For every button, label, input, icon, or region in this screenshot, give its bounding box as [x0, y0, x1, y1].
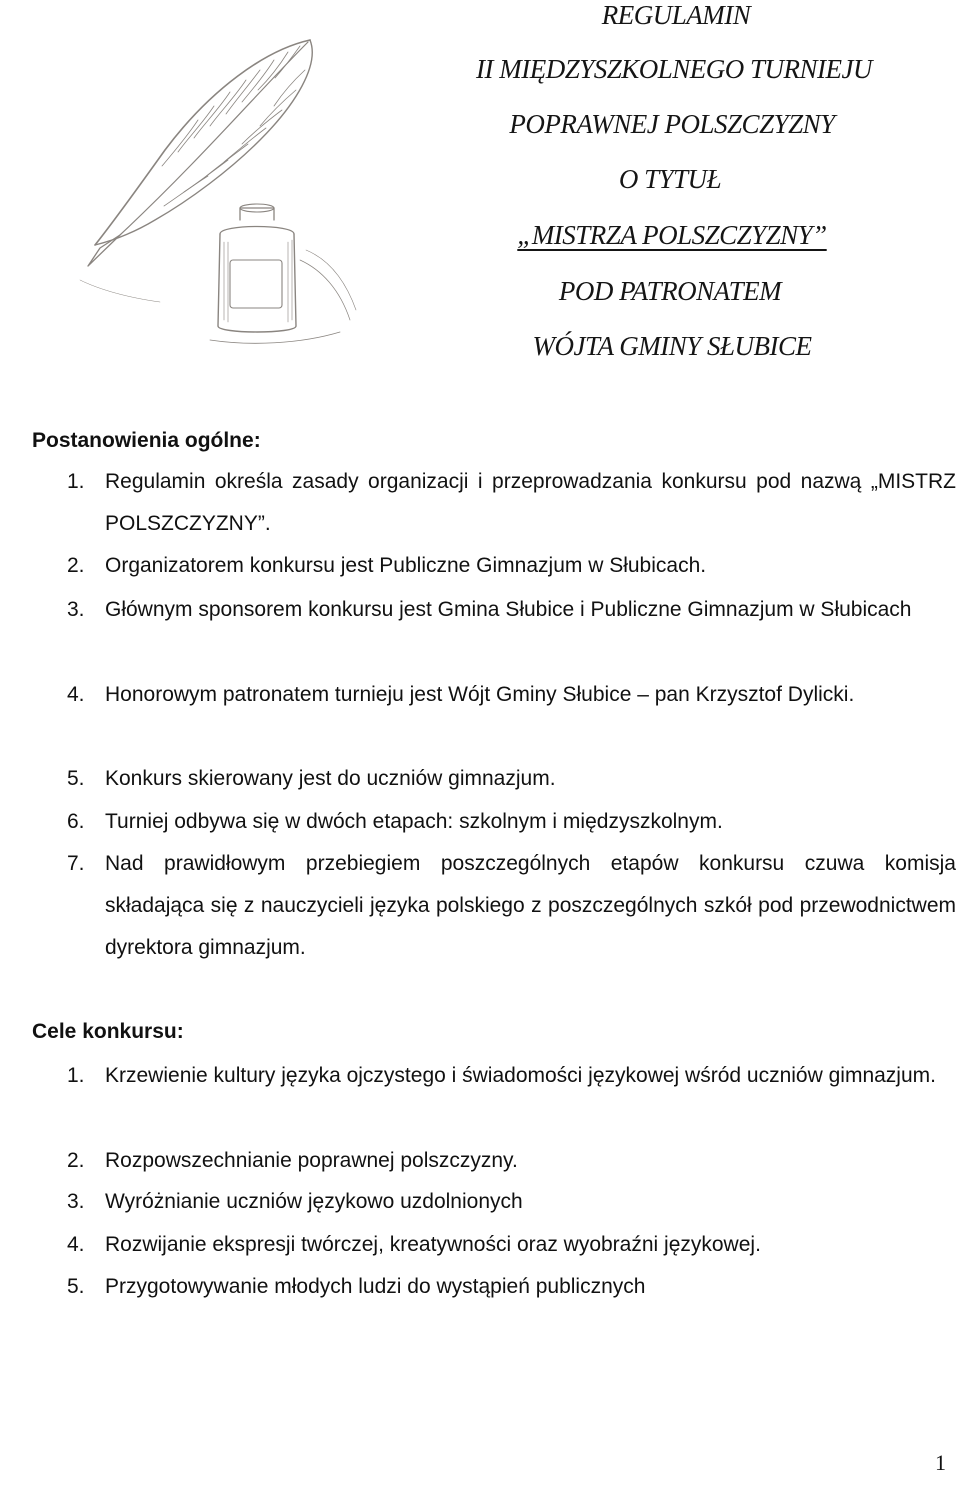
list-item	[67, 843, 956, 969]
list-item	[67, 674, 956, 716]
list-item-number: 5.	[67, 767, 85, 790]
title-line-turniej: II MIĘDZYSZKOLNEGO TURNIEJU	[475, 54, 873, 84]
list-item	[67, 758, 956, 800]
list-item-number: 2.	[67, 554, 85, 577]
page-number: 1	[935, 1450, 946, 1475]
section-heading-goals: Cele konkursu:	[32, 1020, 184, 1043]
list-item-text: Organizatorem konkursu jest Publiczne Gimnazjum w Słubicach.	[105, 554, 707, 577]
title-line-o-tytul: O TYTUŁ	[618, 164, 722, 194]
list-item	[67, 545, 956, 587]
title-line-patronat: POD PATRONATEM	[558, 276, 782, 306]
list-item	[67, 1140, 956, 1182]
list-item-text: Konkurs skierowany jest do uczniów gimnazjum.	[105, 767, 556, 790]
list-item-number: 6.	[67, 810, 85, 833]
list-item-text: Honorowym patronatem turnieju jest Wójt Gminy Słubice – pan Krzysztof Dylicki.	[105, 683, 855, 706]
list-item-text: Krzewienie kultury języka ojczystego i świadomości językowej wśród uczniów gimnazjum.	[105, 1064, 936, 1087]
list-item	[67, 1266, 956, 1308]
list-item-text: Wyróżnianie uczniów językowo uzdolnionych	[105, 1190, 523, 1213]
list-item-text: Przygotowywanie młodych ludzi do wystąpień publicznych	[105, 1275, 646, 1298]
list-item-number: 5.	[67, 1275, 85, 1298]
list-item-number: 2.	[67, 1149, 85, 1172]
list-item	[67, 1181, 956, 1223]
list-item-text: Rozpowszechnianie poprawnej polszczyzny.	[105, 1149, 518, 1172]
list-item-number: 7.	[67, 852, 85, 875]
list-item	[67, 461, 956, 545]
list-item-text: Nad prawidłowym przebiegiem poszczególnych etapów konkursu czuwa komisja składająca się z nauczycieli języka polskiego z poszczególnych szkół pod przewodnictwem dyrektora gimnazjum.	[105, 852, 956, 959]
list-item	[67, 1224, 956, 1266]
list-item-number: 3.	[67, 1190, 85, 1213]
list-item-number: 1.	[67, 1064, 85, 1087]
list-item-text: Rozwijanie ekspresji twórczej, kreatywności oraz wyobraźni językowej.	[105, 1233, 761, 1256]
list-item-number: 3.	[67, 598, 85, 621]
section-heading-general: Postanowienia ogólne:	[32, 429, 261, 452]
list-item-text: Głównym sponsorem konkursu jest Gmina Słubice i Publiczne Gimnazjum w Słubicach	[105, 598, 912, 621]
quill-and-inkwell-icon	[60, 20, 360, 350]
title-line-wojta: WÓJTA GMINY SŁUBICE	[532, 331, 812, 361]
title-line-regulamin: REGULAMIN	[601, 0, 751, 30]
list-item-number: 4.	[67, 1233, 85, 1256]
title-line-mistrza: „MISTRZA POLSZCZYZNY”	[517, 220, 827, 250]
title-line-polszczyzny: POPRAWNEJ POLSZCZYZNY	[509, 109, 835, 139]
list-item	[67, 589, 956, 631]
list-item-number: 4.	[67, 683, 85, 706]
list-item-number: 1.	[67, 470, 85, 493]
list-item	[67, 801, 956, 843]
list-item-text: Turniej odbywa się w dwóch etapach: szkolnym i międzyszkolnym.	[105, 810, 723, 833]
list-item	[67, 1055, 956, 1097]
list-item-text: Regulamin określa zasady organizacji i przeprowadzania konkursu pod nazwą „MISTRZ POLSZCZYZNY”.	[105, 470, 956, 535]
